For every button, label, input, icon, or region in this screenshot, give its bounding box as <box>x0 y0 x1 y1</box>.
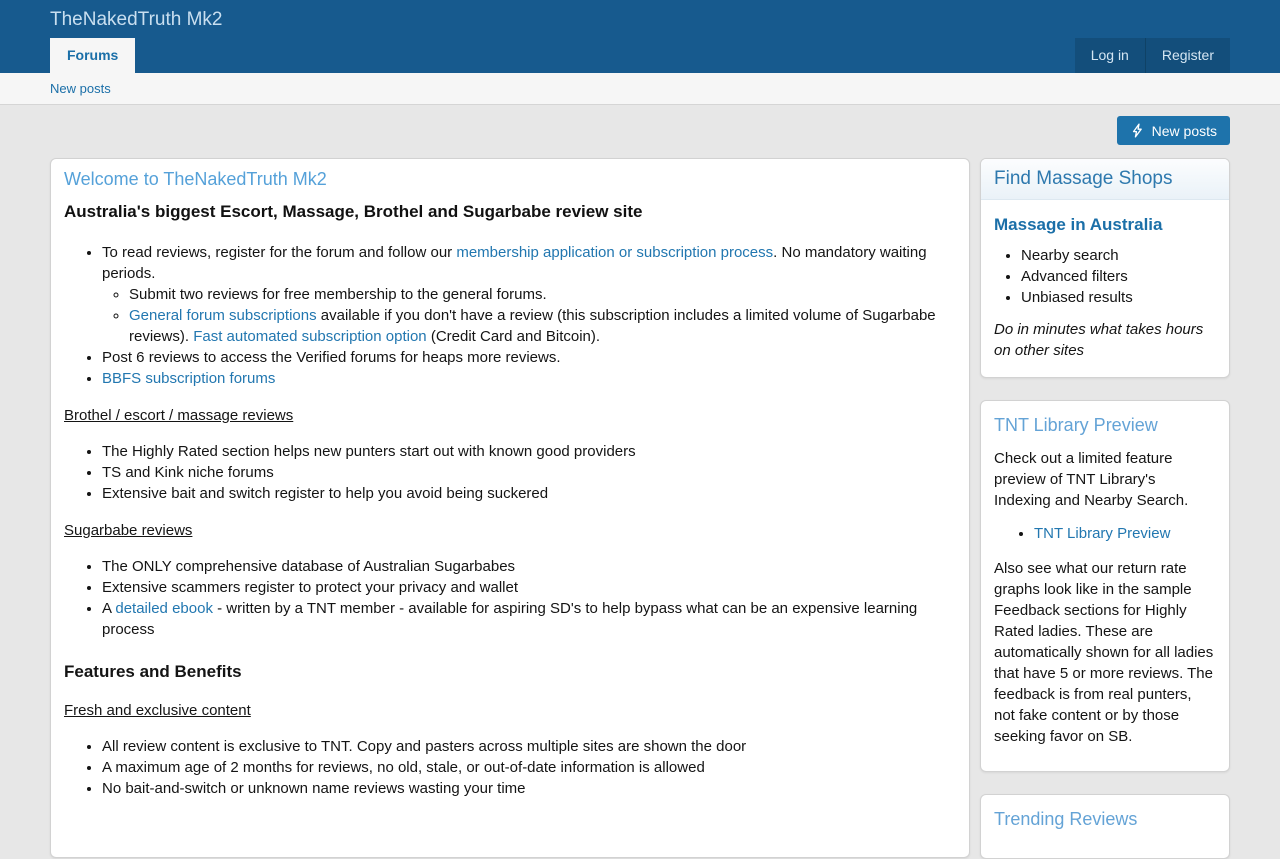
inline-link[interactable]: membership application or subscription process <box>456 244 774 261</box>
text-span: (Credit Card and Bitcoin). <box>426 328 601 345</box>
inline-link[interactable]: General forum subscriptions <box>129 307 317 324</box>
tab-forums[interactable]: Forums <box>50 38 135 73</box>
list-item: • Advanced filters <box>1021 266 1216 287</box>
list-item <box>1034 523 1216 544</box>
section-heading: Sugarbabe reviews <box>64 522 193 539</box>
bullet-list <box>64 441 956 504</box>
find-shops-tagline: Do in minutes what takes hours on other sites <box>994 321 1204 359</box>
text-span: The Highly Rated section helps new punters start out with known good providers <box>102 443 636 460</box>
find-massage-shops-block <box>980 158 1230 378</box>
text-span: TS and Kink niche forums <box>102 464 274 481</box>
text-span: Submit two reviews for free membership to the general forums. <box>129 286 547 303</box>
massage-in-australia-link[interactable]: Massage in Australia <box>994 215 1163 234</box>
section-heading-bold: Features and Benefits <box>64 662 242 681</box>
tnt-library-preview-block <box>980 400 1230 772</box>
list-item: • Unbiased results <box>1021 287 1216 308</box>
list-item <box>102 441 956 462</box>
inline-link[interactable]: Fast automated subscription option <box>193 328 427 345</box>
text-span: Extensive bait and switch register to help you avoid being suckered <box>102 485 549 502</box>
list-item <box>102 778 956 799</box>
site-header <box>0 0 1280 73</box>
text-span: . No mandatory waiting periods. <box>102 244 927 282</box>
headline: Australia's biggest Escort, Massage, Brothel and Sugarbabe review site <box>64 202 643 221</box>
bullet-list <box>64 242 956 389</box>
list-item <box>102 757 956 778</box>
list-item <box>102 556 956 577</box>
subnav <box>0 73 1280 105</box>
text-span: No bait-and-switch or unknown name reviews wasting your time <box>102 780 526 797</box>
list-item <box>129 284 956 305</box>
section-heading: Brothel / escort / massage reviews <box>64 407 294 424</box>
list-item <box>102 462 956 483</box>
toolbar <box>50 116 1230 145</box>
new-posts-button-label: New posts <box>1151 122 1217 139</box>
welcome-panel <box>50 158 970 858</box>
subnav-new-posts-link[interactable]: New posts <box>50 81 111 96</box>
text-span: available if you don't have a review (this subscription includes a limited volume of Sugarbabe reviews). <box>129 307 936 345</box>
post-body <box>64 242 956 799</box>
register-button[interactable]: Register <box>1145 38 1230 73</box>
library-intro-text: Check out a limited feature preview of TNT Library's Indexing and Nearby Search. <box>994 450 1189 509</box>
sub-bullet-list <box>102 284 956 347</box>
bullet-list <box>64 736 956 799</box>
bullet-list <box>64 556 956 640</box>
list-item <box>102 577 956 598</box>
text-span: Extensive scammers register to protect your privacy and wallet <box>102 579 518 596</box>
new-posts-button[interactable] <box>1117 116 1230 145</box>
inline-link[interactable]: detailed ebook <box>115 600 213 617</box>
trending-reviews-title-link[interactable]: Trending Reviews <box>994 809 1138 829</box>
page-title: Welcome to TheNakedTruth Mk2 <box>64 169 327 189</box>
text-span: All review content is exclusive to TNT. Copy and pasters across multiple sites are shown the door <box>102 738 747 755</box>
text-span: To read reviews, register for the forum and follow our <box>102 244 457 261</box>
find-shops-feature-list <box>994 245 1216 308</box>
list-item <box>102 483 956 504</box>
list-item <box>129 305 956 347</box>
list-item: • Nearby search <box>1021 245 1216 266</box>
section-heading: Fresh and exclusive content <box>64 702 251 719</box>
list-item <box>102 242 956 347</box>
inline-link[interactable]: BBFS subscription forums <box>102 370 276 387</box>
library-link-list <box>994 523 1216 544</box>
sidebar <box>980 158 1230 859</box>
tnt-library-preview-link[interactable]: TNT Library Preview <box>1034 525 1171 542</box>
text-span: A maximum age of 2 months for reviews, no old, stale, or out-of-date information is allowed <box>102 759 705 776</box>
list-item <box>102 368 956 389</box>
text-span: Post 6 reviews to access the Verified forums for heaps more reviews. <box>102 349 561 366</box>
list-item <box>102 598 956 640</box>
text-span: A <box>102 600 116 617</box>
list-item <box>102 736 956 757</box>
lightning-icon <box>1130 123 1145 138</box>
list-item <box>102 347 956 368</box>
text-span: The ONLY comprehensive database of Australian Sugarbabes <box>102 558 516 575</box>
site-title[interactable]: TheNakedTruth Mk2 <box>50 9 223 30</box>
block-title-find-massage-shops: Find Massage Shops <box>981 159 1229 200</box>
trending-reviews-block <box>980 794 1230 859</box>
login-button[interactable]: Log in <box>1075 38 1145 73</box>
tnt-library-preview-title-link[interactable]: TNT Library Preview <box>994 415 1158 435</box>
library-body-text: Also see what our return rate graphs look like in the sample Feedback sections for Highly Rated ladies. These are automatically shown for all ladies that have 5 or more reviews. The feedback is from real punters, not fake content or by those seeking favor on SB. <box>994 560 1214 745</box>
text-span: - written by a TNT member - available for aspiring SD's to help bypass what can be an expensive learning process <box>102 600 918 638</box>
